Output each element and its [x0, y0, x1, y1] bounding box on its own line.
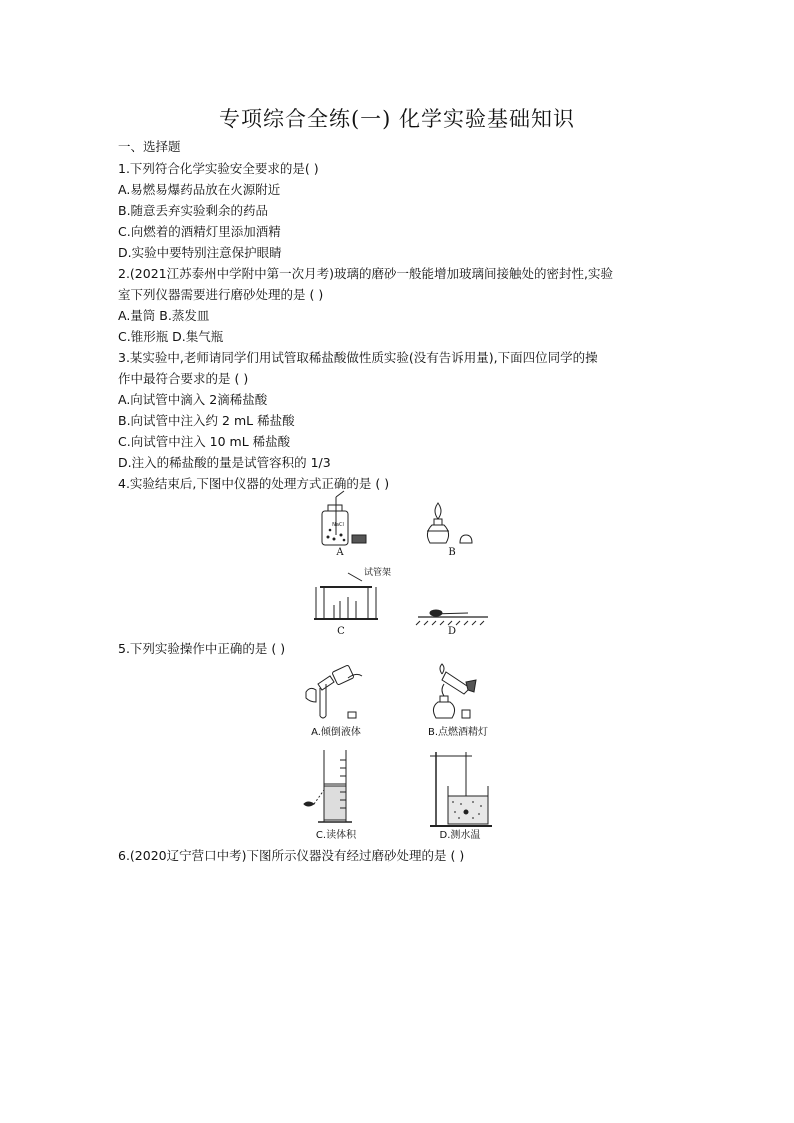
q5-figure [296, 662, 506, 842]
fig4-label-a: A [336, 547, 344, 558]
q1-stem: 1.下列符合化学实验安全要求的是( ) [118, 161, 319, 176]
reading-cylinder-icon [304, 750, 352, 822]
q3-option-a: A.向试管中滴入 2滴稀盐酸 [118, 392, 268, 407]
q1-option-b: B.随意丢弃实验剩余的药品 [118, 203, 269, 218]
lighting-alcohol-lamp-icon [433, 664, 476, 718]
q2-options-ab: A.量筒 B.蒸发皿 [118, 308, 210, 323]
page-title: 专项综合全练(一) 化学实验基础知识 [218, 107, 576, 131]
fig5-caption-d: D.测水温 [439, 830, 481, 841]
q5-stem: 5.下列实验操作中正确的是 ( ) [118, 641, 286, 656]
reagent-bottle-icon [322, 491, 366, 545]
rack-label: 试管架 [364, 568, 392, 578]
q3-option-d: D.注入的稀盐酸的量是试管容积的 1/3 [118, 455, 331, 470]
fig5-caption-a: A.倾倒液体 [311, 727, 361, 738]
test-tube-rack-icon [314, 573, 378, 619]
q4-stem: 4.实验结束后,下图中仪器的处理方式正确的是 ( ) [118, 476, 390, 491]
thermometer-in-beaker-icon [430, 752, 492, 826]
q6-stem: 6.(2020辽宁营口中考)下图所示仪器没有经过磨砂处理的是 ( ) [118, 848, 465, 863]
fig4-label-d: D [447, 626, 457, 637]
bottle-label: NaCl [332, 522, 344, 528]
pouring-liquid-icon [306, 665, 362, 718]
section-heading: 一、选择题 [118, 139, 181, 154]
q1-option-d: D.实验中要特别注意保护眼睛 [118, 245, 282, 260]
q1-option-a: A.易燃易爆药品放在火源附近 [118, 182, 281, 197]
q2-stem-line1: 2.(2021江苏泰州中学附中第一次月考)玻璃的磨砂一般能增加玻璃间接触处的密封性,实验 [118, 266, 613, 281]
q3-option-b: B.向试管中注入约 2 mL 稀盐酸 [118, 413, 295, 428]
q1-option-c: C.向燃着的酒精灯里添加酒精 [118, 224, 281, 239]
dropper-on-table-icon [416, 610, 488, 625]
fig5-caption-b: B.点燃酒精灯 [427, 727, 489, 738]
fig4-label-c: C [337, 626, 345, 637]
q3-stem-line1: 3.某实验中,老师请同学们用试管取稀盐酸做性质实验(没有告诉用量),下面四位同学的操 [118, 350, 598, 365]
alcohol-lamp-icon [427, 503, 472, 543]
q3-stem-line2: 作中最符合要求的是 ( ) [118, 371, 249, 386]
fig5-caption-c: C.读体积 [315, 830, 357, 841]
fig4-label-b: B [448, 547, 456, 558]
q2-options-cd: C.锥形瓶 D.集气瓶 [118, 329, 224, 344]
q4-figure-drawing [300, 497, 500, 637]
q3-option-c: C.向试管中注入 10 mL 稀盐酸 [118, 434, 291, 449]
q4-figure [300, 497, 500, 637]
q5-figure-drawing [296, 662, 506, 842]
q2-stem-line2: 室下列仪器需要进行磨砂处理的是 ( ) [118, 287, 324, 302]
